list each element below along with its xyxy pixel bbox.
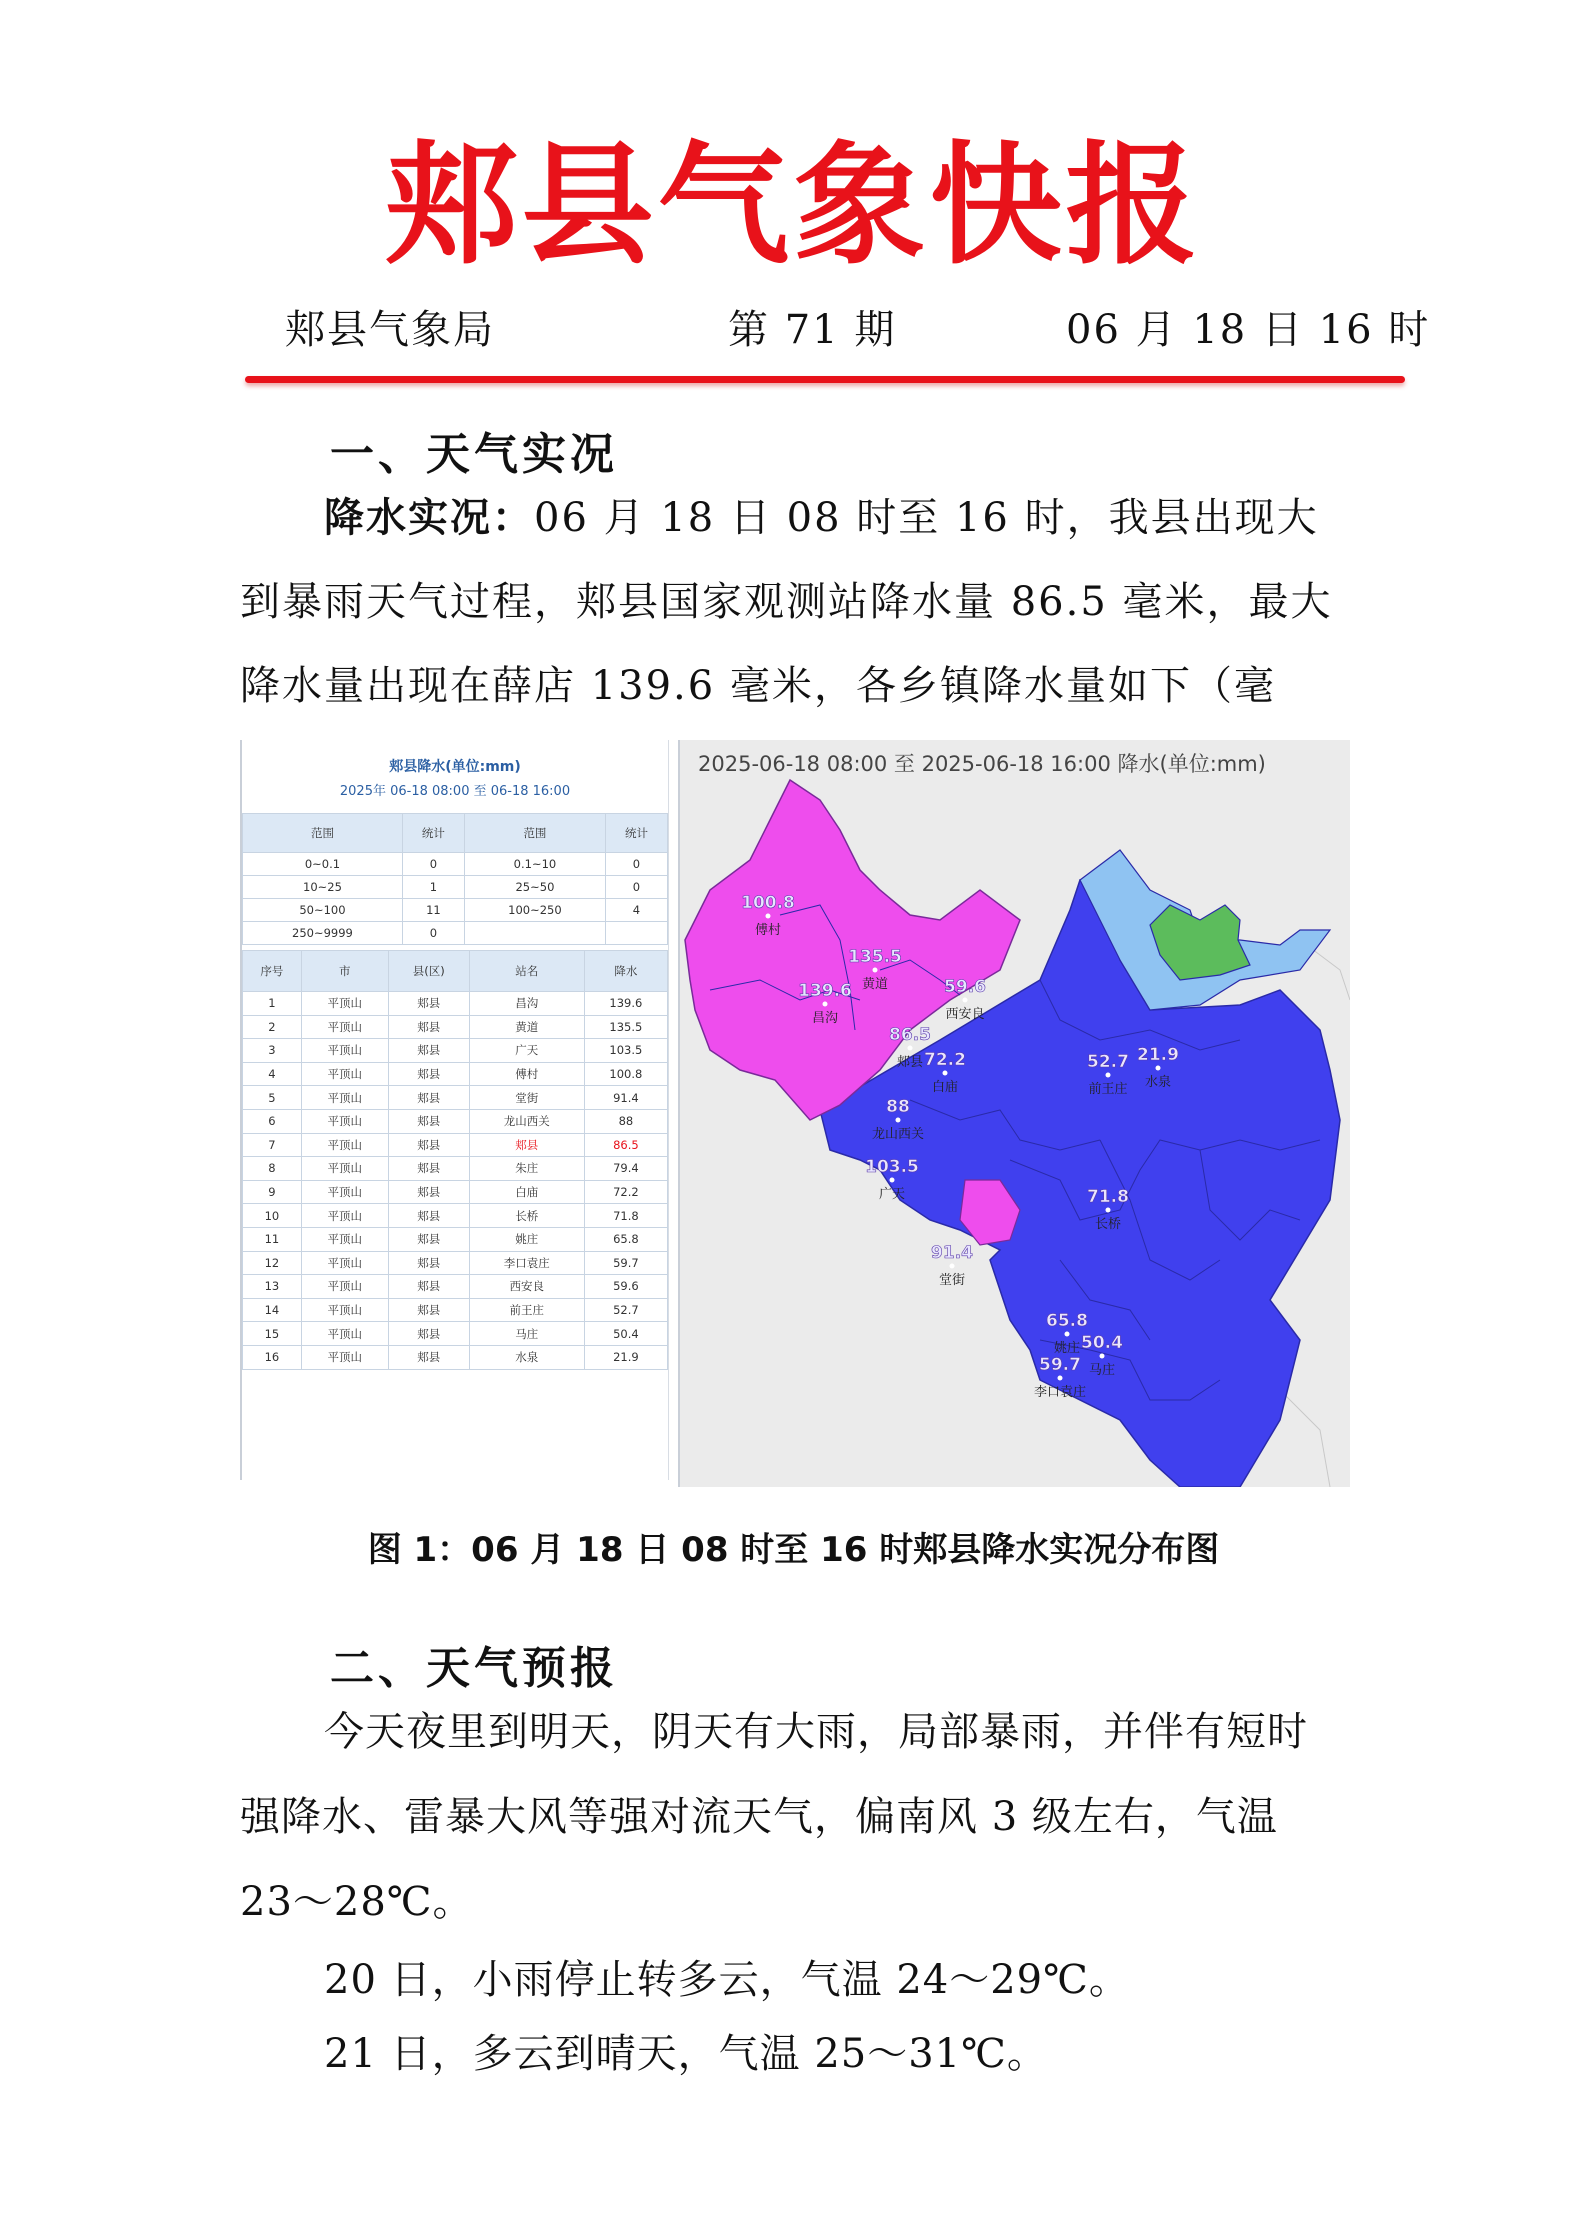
map-station-label: 黄道 [861,977,889,992]
station-cell: 郏县 [388,1109,469,1133]
station-cell: 郏县 [388,1204,469,1228]
station-dot [890,1178,895,1183]
stats-header-cell: 统计 [605,814,667,853]
station-header-cell: 县(区) [388,951,469,992]
figure-caption: 图 1：06 月 18 日 08 时至 16 时郏县降水实况分布图 [367,1530,1220,1570]
station-cell: 91.4 [584,1086,667,1110]
station-dot [963,998,968,1003]
station-cell: 昌沟 [469,992,584,1016]
station-dot [873,968,878,973]
map-station-label: 长桥 [1094,1217,1122,1232]
rainfall-table-panel [240,740,669,1480]
map-station-label: 李口袁庄 [1033,1385,1087,1400]
station-row [243,1298,668,1322]
issue-number: 第 71 期 [728,307,897,353]
station-dot [1100,1354,1105,1359]
map-value-label: 21.9 [1137,1045,1179,1065]
station-cell: 马庄 [469,1322,584,1346]
station-cell: 平顶山 [301,1086,388,1110]
station-cell: 86.5 [584,1133,667,1157]
station-cell: 前王庄 [469,1298,584,1322]
map-value-label: 88 [886,1097,910,1117]
station-cell: 平顶山 [301,1204,388,1228]
station-cell: 郏县 [388,1062,469,1086]
station-dot [896,1118,901,1123]
station-row [243,1062,668,1086]
station-row [243,1322,668,1346]
station-cell: 72.2 [584,1180,667,1204]
station-cell: 郏县 [388,1227,469,1251]
station-cell: 平顶山 [301,1251,388,1275]
map-value-label: 65.8 [1046,1311,1088,1331]
station-cell: 堂街 [469,1086,584,1110]
station-row [243,1133,668,1157]
station-cell: 平顶山 [301,1062,388,1086]
map-station-label: 傅村 [754,923,782,938]
station-cell: 郏县 [388,1086,469,1110]
stats-cell: 250~9999 [243,922,403,945]
station-cell: 50.4 [584,1322,667,1346]
station-cell: 52.7 [584,1298,667,1322]
stats-row [243,876,668,899]
station-row [243,1157,668,1181]
station-cell: 龙山西关 [469,1109,584,1133]
station-cell: 平顶山 [301,1227,388,1251]
map-header: 2025-06-18 08:00 至 2025-06-18 16:00 降水(单位:mm) [698,752,1266,776]
station-row [243,1109,668,1133]
map-value-label: 59.7 [1039,1355,1081,1375]
station-row [243,1180,668,1204]
station-row [243,1345,668,1369]
station-cell: 黄道 [469,1015,584,1039]
map-value-label: 86.5 [889,1025,931,1045]
map-station-label: 前王庄 [1088,1082,1128,1097]
station-cell: 6 [243,1109,302,1133]
stats-header-cell: 范围 [243,814,403,853]
station-header-cell: 站名 [469,951,584,992]
station-cell: 14 [243,1298,302,1322]
station-cell: 139.6 [584,992,667,1016]
stats-row [243,922,668,945]
station-cell: 平顶山 [301,1109,388,1133]
station-dot [1058,1376,1063,1381]
station-cell: 1 [243,992,302,1016]
station-dot [908,1046,913,1051]
station-cell: 郏县 [388,1015,469,1039]
station-row [243,1015,668,1039]
table-title: 郏县降水(单位:mm) [389,759,521,775]
station-cell: 平顶山 [301,1275,388,1299]
station-cell: 长桥 [469,1204,584,1228]
station-header-cell: 市 [301,951,388,992]
station-cell: 平顶山 [301,992,388,1016]
stats-cell: 25~50 [464,876,605,899]
station-cell: 郏县 [469,1133,584,1157]
issuer-name: 郏县气象局 [285,307,495,353]
station-cell: 郏县 [388,1180,469,1204]
station-dot [823,1002,828,1007]
station-cell: 水泉 [469,1345,584,1369]
station-dot [766,914,771,919]
station-dot [1065,1332,1070,1337]
map-station-label: 白庙 [931,1080,959,1095]
stats-cell [464,922,605,945]
station-rainfall-table [242,950,668,1370]
map-value-label: 100.8 [741,893,795,913]
stats-cell: 4 [605,899,667,922]
station-cell: 平顶山 [301,1015,388,1039]
station-cell: 平顶山 [301,1298,388,1322]
station-cell: 平顶山 [301,1039,388,1063]
station-cell: 白庙 [469,1180,584,1204]
station-row [243,1204,668,1228]
station-cell: 郏县 [388,1275,469,1299]
stats-cell: 50~100 [243,899,403,922]
map-station-label: 姚庄 [1053,1341,1081,1356]
station-cell: 平顶山 [301,1345,388,1369]
station-cell: 平顶山 [301,1322,388,1346]
map-value-label: 103.5 [865,1157,919,1177]
stats-cell: 0 [605,853,667,876]
map-station-label: 马庄 [1088,1363,1116,1378]
station-cell: 135.5 [584,1015,667,1039]
station-cell: 平顶山 [301,1133,388,1157]
stats-cell [605,922,667,945]
station-cell: 71.8 [584,1204,667,1228]
stats-row [243,899,668,922]
station-cell: 郏县 [388,1039,469,1063]
map-value-label: 71.8 [1087,1187,1129,1207]
observation-text: 06 月 18 日 08 时至 16 时，我县出现大到暴雨天气过程，郏县国家观测站降水量 86.5 毫米，最大降水量出现在薛店 139.6 毫米，各乡镇降水量如下（毫 [240,495,1333,709]
station-cell: 100.8 [584,1062,667,1086]
stats-cell: 100~250 [464,899,605,922]
station-cell: 平顶山 [301,1157,388,1181]
stats-cell: 10~25 [243,876,403,899]
stats-cell: 1 [402,876,464,899]
station-cell: 2 [243,1015,302,1039]
station-cell: 朱庄 [469,1157,584,1181]
station-cell: 59.6 [584,1275,667,1299]
header-divider [245,376,1405,383]
station-header-cell: 降水 [584,951,667,992]
stats-cell: 0 [402,922,464,945]
station-cell: 平顶山 [301,1180,388,1204]
station-cell: 郏县 [388,1298,469,1322]
station-cell: 103.5 [584,1039,667,1063]
station-dot [1106,1073,1111,1078]
station-cell: 郏县 [388,1133,469,1157]
map-value-label: 135.5 [848,947,902,967]
station-cell: 10 [243,1204,302,1228]
station-cell: 3 [243,1039,302,1063]
map-station-label: 昌沟 [811,1011,839,1026]
station-cell: 16 [243,1345,302,1369]
station-dot [950,1264,955,1269]
stats-cell: 11 [402,899,464,922]
station-cell: 9 [243,1180,302,1204]
map-value-label: 52.7 [1087,1052,1129,1072]
station-row [243,1275,668,1299]
station-cell: 郏县 [388,992,469,1016]
station-cell: 4 [243,1062,302,1086]
station-cell: 88 [584,1109,667,1133]
station-row [243,992,668,1016]
station-dot [943,1071,948,1076]
station-cell: 11 [243,1227,302,1251]
station-cell: 13 [243,1275,302,1299]
station-cell: 傅村 [469,1062,584,1086]
station-row [243,1227,668,1251]
station-cell: 郏县 [388,1345,469,1369]
map-station-label: 水泉 [1144,1075,1172,1090]
forecast-paragraph-1: 今天夜里到明天，阴天有大雨，局部暴雨，并伴有短时强降水、雷暴大风等强对流天气，偏南风 3 级左右，气温 23～28℃。 [240,1709,1308,1925]
forecast-paragraph-2: 20 日，小雨停止转多云，气温 24～29℃。 [324,1957,1130,2003]
map-station-label: 西安良 [945,1007,985,1022]
map-station-label: 龙山西关 [871,1127,925,1142]
station-cell: 8 [243,1157,302,1181]
rainfall-map-panel [678,740,1350,1487]
map-value-label: 59.6 [944,977,986,997]
station-cell: 59.7 [584,1251,667,1275]
station-cell: 姚庄 [469,1227,584,1251]
station-cell: 广天 [469,1039,584,1063]
station-dot [1156,1066,1161,1071]
station-cell: 郏县 [388,1322,469,1346]
map-station-label: 堂街 [938,1273,966,1288]
station-row [243,1039,668,1063]
stats-cell: 0.1~10 [464,853,605,876]
station-dot [1106,1208,1111,1213]
range-stats-table [242,813,668,945]
station-cell: 79.4 [584,1157,667,1181]
map-value-label: 91.4 [931,1243,973,1263]
station-row [243,1251,668,1275]
issue-datetime: 06 月 18 日 16 时 [1066,307,1431,353]
stats-header-cell: 范围 [464,814,605,853]
station-cell: 西安良 [469,1275,584,1299]
station-cell: 7 [243,1133,302,1157]
station-cell: 5 [243,1086,302,1110]
station-header-cell: 序号 [243,951,302,992]
map-value-label: 50.4 [1081,1333,1123,1353]
stats-header-cell: 统计 [402,814,464,853]
station-cell: 65.8 [584,1227,667,1251]
station-cell: 15 [243,1322,302,1346]
section-heading-forecast: 二、天气预报 [330,1643,618,1694]
observation-lead: 降水实况： [324,495,534,541]
stats-cell: 0 [402,853,464,876]
map-station-label: 郏县 [896,1055,924,1070]
station-cell: 21.9 [584,1345,667,1369]
stats-cell: 0~0.1 [243,853,403,876]
section-heading-observation: 一、天气实况 [330,429,618,480]
map-value-label: 72.2 [924,1050,966,1070]
stats-row [243,853,668,876]
map-station-label: 广天 [878,1187,906,1202]
stats-cell: 0 [605,876,667,899]
table-subtitle: 2025年 06-18 08:00 至 06-18 16:00 [339,784,571,799]
station-row [243,1086,668,1110]
masthead-title: 郏县气象快报 [385,129,1202,283]
station-cell: 郏县 [388,1157,469,1181]
map-value-label: 139.6 [798,981,852,1001]
station-cell: 郏县 [388,1251,469,1275]
rainfall-map [680,740,1350,1487]
station-cell: 12 [243,1251,302,1275]
forecast-paragraph-3: 21 日，多云到晴天，气温 25～31℃。 [324,2031,1048,2077]
station-cell: 李口袁庄 [469,1251,584,1275]
